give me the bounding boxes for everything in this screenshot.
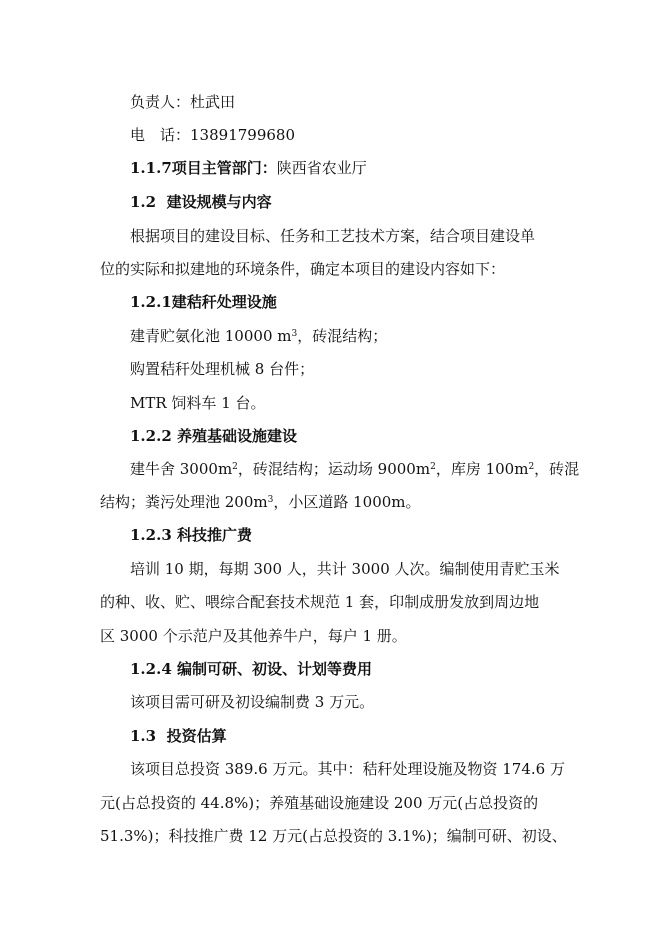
heading-title: 投资估算 (166, 727, 227, 745)
paragraph-line: 区 3000 个示范户及其他养牛户，每户 1 册。 (100, 627, 407, 645)
heading-number: 1.2 (130, 193, 157, 211)
heading-1-3 (130, 726, 590, 746)
paragraph-line: 位的实际和拟建地的环境条件，确定本项目的建设内容如下： (100, 260, 506, 278)
heading-1-2-1 (130, 292, 590, 312)
heading-number: 1.1.7 (130, 159, 172, 177)
heading-title: 养殖基础设施建设 (177, 427, 298, 445)
heading-number: 1.2.2 (130, 427, 172, 445)
list-item: 建青贮氨化池 10000 $m^3$，砖混结构； (130, 327, 388, 345)
paragraph-line: 元(占总投资的 44.8%)；养殖基础设施建设 200 万元(占总投资的 (100, 794, 539, 812)
phone-number: 13891799680 (190, 126, 295, 144)
heading-1-2-3 (130, 525, 590, 545)
paragraph-line: 该项目总投资 389.6 万元。其中：秸秆处理设施及物资 174.6 万 (130, 760, 565, 778)
heading-number: 1.2.3 (130, 526, 172, 544)
heading-number: 1.3 (130, 727, 157, 745)
heading-number: 1.2.4 (130, 660, 172, 678)
paragraph-line: 该项目需可研及初设编制费 3 万元。 (130, 693, 375, 711)
heading-title: 建设规模与内容 (166, 193, 272, 211)
supervising-department: 陕西省农业厅 (276, 159, 367, 177)
phone-line (130, 125, 590, 145)
heading-1-2-4 (130, 659, 590, 679)
phone-label: 电 话： (130, 126, 191, 144)
list-item: MTR 饲料车 1 台。 (130, 394, 266, 412)
heading-title: 项目主管部门： (171, 159, 277, 177)
paragraph-line: 51.3%)；科技推广费 12 万元(占总投资的 3.1%)；编制可研、初设、 (100, 827, 567, 845)
heading-number: 1.2.1 (130, 293, 172, 311)
paragraph-line: 建牛舍 $3000m^2$，砖混结构；运动场 $9000m^2$，库房 $100m^2$，砖混 (130, 460, 580, 478)
paragraph-line: 结构；粪污处理池 $200m^3$，小区道路 1000m。 (100, 493, 421, 511)
heading-title: 建秸秆处理设施 (171, 293, 277, 311)
responsible-person-label: 负责人： (130, 93, 191, 111)
paragraph-line: 根据项目的建设目标、任务和工艺技术方案，结合项目建设单 (130, 227, 536, 245)
heading-title: 编制可研、初设、计划等费用 (177, 660, 373, 678)
list-item: 购置秸秆处理机械 8 台件； (130, 360, 315, 378)
heading-title: 科技推广费 (177, 526, 253, 544)
paragraph-line: 的种、收、贮、喂综合配套技术规范 1 套，印制成册发放到周边地 (100, 593, 540, 611)
paragraph-line: 培训 10 期，每期 300 人，共计 3000 人次。编制使用青贮玉米 (130, 560, 560, 578)
heading-1-1-7 (130, 158, 590, 178)
responsible-person-line (130, 92, 590, 112)
heading-1-2 (130, 192, 590, 212)
heading-1-2-2 (130, 426, 590, 446)
responsible-person-name: 杜武田 (190, 93, 236, 111)
